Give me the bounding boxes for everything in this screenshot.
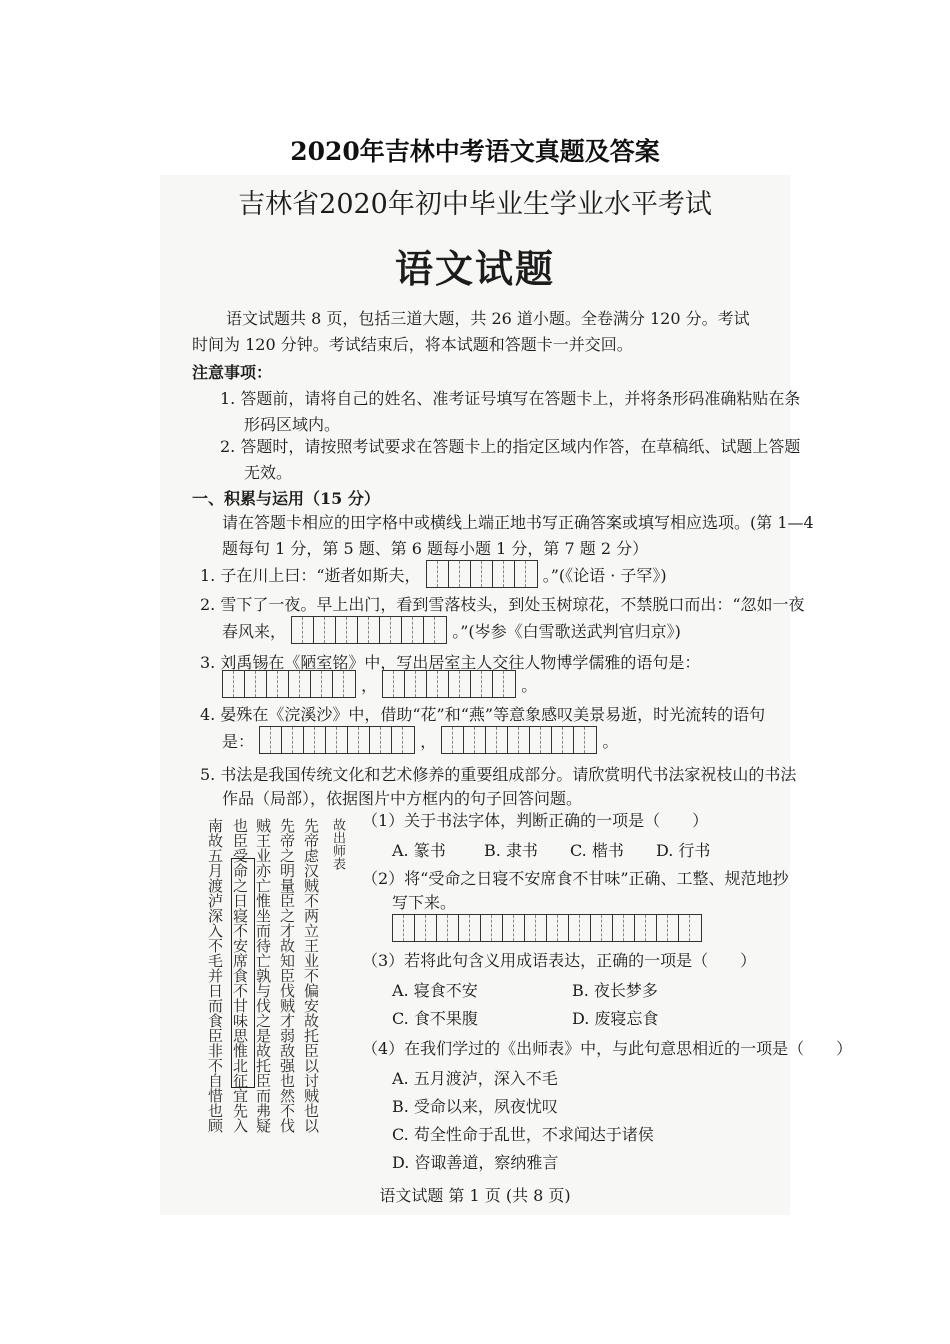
q4-text: 是：	[222, 731, 255, 751]
section-1-title: 一、积累与运用（15 分）	[192, 489, 380, 508]
answer-grid[interactable]	[441, 726, 597, 754]
highlight-box	[231, 858, 255, 1088]
intro-line-2: 时间为 120 分钟。考试结束后，将本试题和答题卡一并交回。	[192, 335, 633, 354]
option[interactable]: C. 食不果腹	[392, 1009, 478, 1028]
answer-grid[interactable]	[222, 670, 356, 698]
option[interactable]: B. 夜长梦多	[572, 981, 658, 1000]
notice-1-cont: 形码区域内。	[244, 415, 341, 434]
page-footer: 语文试题 第 1 页 (共 8 页)	[379, 1186, 571, 1205]
notice-1: 1. 答题前，请将自己的姓名、准考证号填写在答题卡上，并将条形码准确粘贴在条	[220, 389, 801, 408]
notice-2-cont: 无效。	[244, 463, 293, 482]
option[interactable]: B. 受命以来，夙夜忧叹	[392, 1097, 558, 1116]
sub-question-1: （1）关于书法字体，判断正确的一项是（ ）	[362, 811, 709, 830]
calligraphy-column: 故出师表	[330, 818, 345, 870]
calligraphy-column: 也臣受命之日寝不安席食不甘味思惟北征宜先入	[231, 818, 249, 1133]
sub-question-4: （4）在我们学过的《出师表》中，与此句意思相近的一项是（ ）	[362, 1039, 853, 1058]
answer-grid[interactable]	[291, 616, 447, 644]
answer-grid[interactable]	[426, 560, 538, 588]
notice-title: 注意事项：	[192, 363, 273, 382]
answer-grid[interactable]	[392, 914, 702, 942]
option[interactable]: D. 行书	[656, 841, 711, 860]
option[interactable]: C. 楷书	[570, 841, 624, 860]
calligraphy-column: 贼王业亦亡惟坐而待亡孰与伐之是故托臣而弗疑	[254, 818, 272, 1133]
option[interactable]: A. 寝食不安	[392, 981, 478, 1000]
calligraphy-column: 南故五月渡泸深入不毛并日而食臣非不自惜也顾	[206, 818, 224, 1133]
option[interactable]: D. 废寝忘食	[572, 1009, 659, 1028]
q1-text: 1. 子在川上曰：“逝者如斯夫，	[200, 565, 421, 585]
question-4: 4. 晏殊在《浣溪沙》中，借助“花”和“燕”等意象感叹美景易逝，时光流转的语句	[200, 705, 766, 724]
document-title: 2020年吉林中考语文真题及答案	[290, 137, 660, 166]
question-2-answer	[222, 616, 681, 644]
question-5-cont: 作品（局部），依据图片中方框内的句子回答问题。	[222, 789, 583, 808]
sub-question-2-answer	[392, 914, 702, 942]
answer-grid[interactable]	[382, 670, 516, 698]
option[interactable]: A. 五月渡泸，深入不毛	[392, 1069, 558, 1088]
q1-source: 。”(《论语 · 子罕》)	[542, 565, 667, 585]
q3-separator: ，	[361, 675, 378, 695]
option[interactable]: B. 隶书	[484, 841, 538, 860]
exam-name: 吉林省2020年初中毕业生学业水平考试	[238, 189, 712, 220]
q2-text: 春风来，	[222, 621, 287, 641]
sub-question-2-cont: 写下来。	[392, 893, 457, 912]
section-1-instruction-2: 题每句 1 分，第 5 题、第 6 题每小题 1 分，第 7 题 2 分）	[222, 539, 649, 558]
sub-question-3: （3）若将此句含义用成语表达，正确的一项是（ ）	[362, 951, 757, 970]
option[interactable]: A. 篆书	[392, 841, 446, 860]
q4-separator: ，	[420, 731, 437, 751]
section-1-instruction-1: 请在答题卡相应的田字格中或横线上端正地书写正确答案或填写相应选项。(第 1—4	[222, 513, 814, 532]
q4-end: 。	[602, 731, 619, 751]
calligraphy-column: 先帝虑汉贼不两立王业不偏安故托臣以讨贼也以	[302, 818, 320, 1133]
answer-grid[interactable]	[259, 726, 415, 754]
sub-question-2: （2）将“受命之日寝不安席食不甘味”正确、工整、规范地抄	[362, 869, 789, 888]
question-4-answer	[222, 726, 618, 754]
q2-source: 。”(岑参《白雪歌送武判官归京》)	[452, 621, 681, 641]
option[interactable]: D. 咨诹善道，察纳雅言	[392, 1153, 559, 1172]
question-3-answer	[222, 670, 537, 698]
notice-2: 2. 答题时，请按照考试要求在答题卡上的指定区域内作答，在草稿纸、试题上答题	[220, 437, 801, 456]
subject-title: 语文试题	[394, 246, 555, 291]
question-3: 3. 刘禹锡在《陋室铭》中，写出居室主人交往人物博学儒雅的语句是：	[200, 653, 701, 672]
option[interactable]: C. 苟全性命于乱世，不求闻达于诸侯	[392, 1125, 654, 1144]
intro-line-1: 语文试题共 8 页，包括三道大题，共 26 道小题。全卷满分 120 分。考试	[226, 309, 750, 328]
calligraphy-column: 先帝之明量臣之才故知臣伐贼才弱敌强也然不伐	[278, 818, 296, 1133]
question-5: 5. 书法是我国传统文化和艺术修养的重要组成部分。请欣赏明代书法家祝枝山的书法	[200, 765, 797, 784]
calligraphy-image	[200, 818, 350, 1178]
question-2: 2. 雪下了一夜。早上出门，看到雪落枝头，到处玉树琼花，不禁脱口而出：“忽如一夜	[200, 595, 805, 614]
question-1	[200, 560, 667, 588]
q3-end: 。	[521, 675, 538, 695]
